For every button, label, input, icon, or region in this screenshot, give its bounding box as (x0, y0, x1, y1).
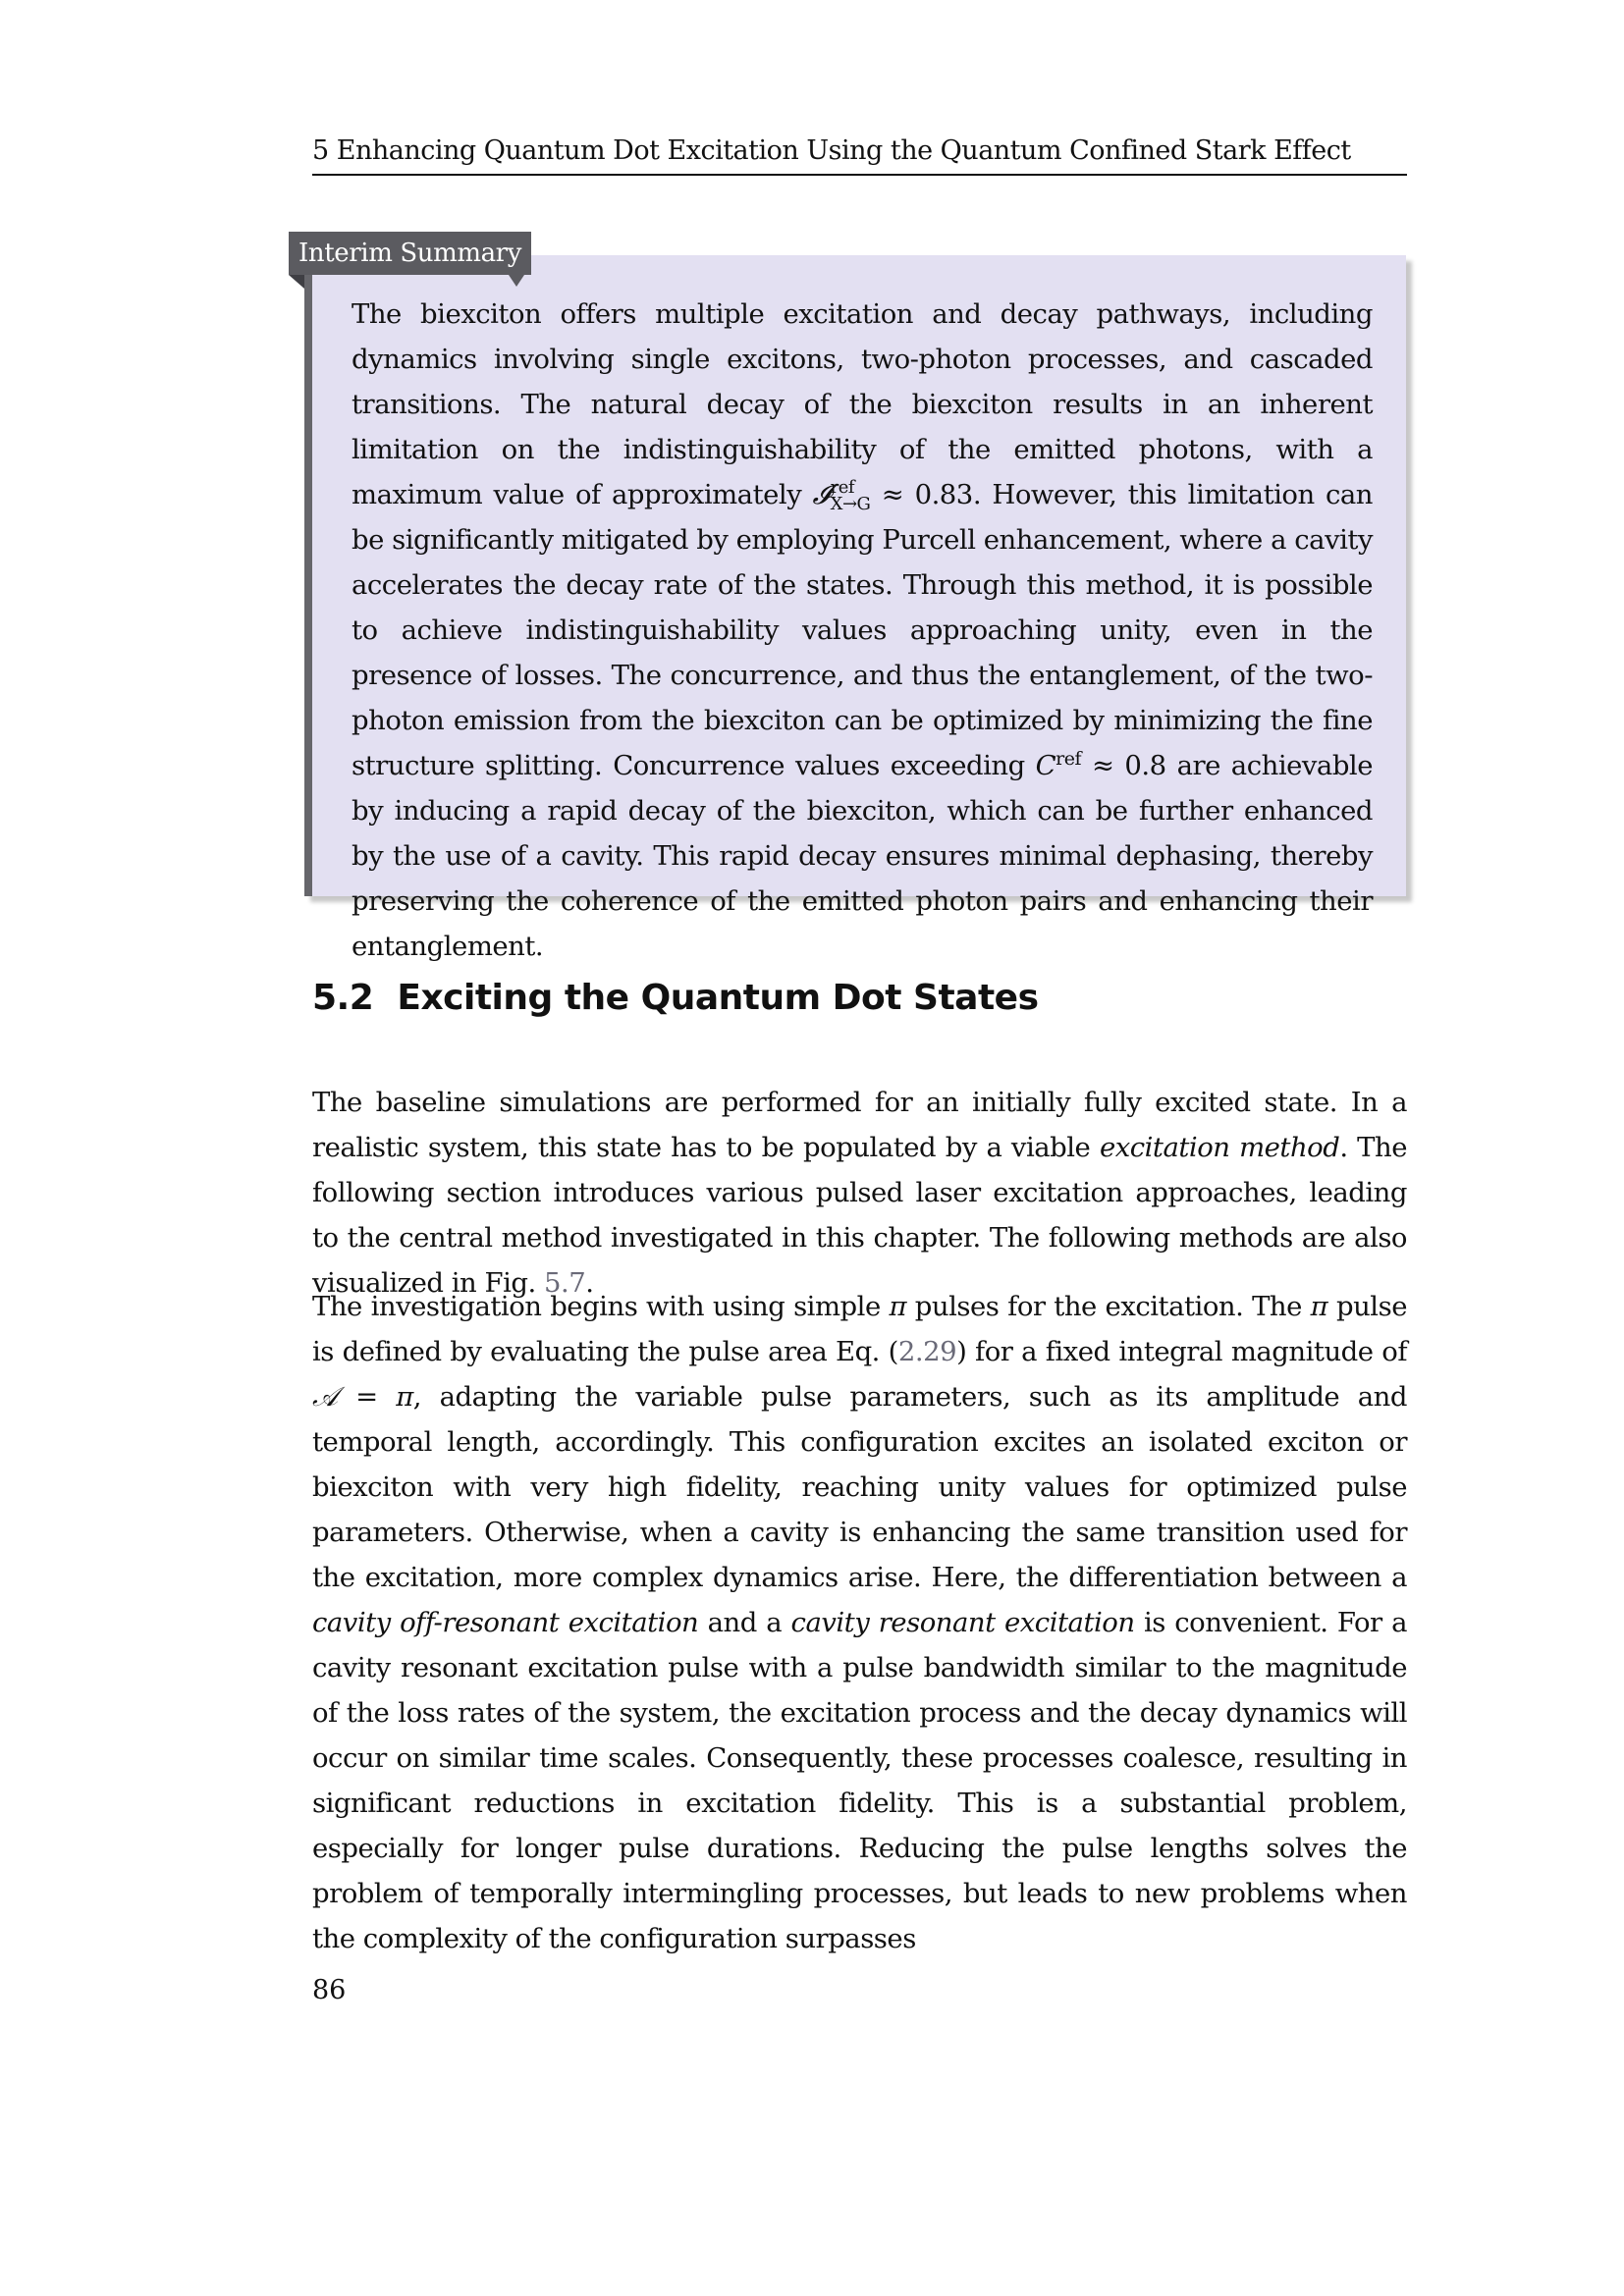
concurrence-symbol: C (1035, 750, 1056, 781)
summary-tab-fold (289, 275, 304, 289)
summary-tab-pointer (509, 275, 524, 287)
emphasis-off-resonant: cavity off-resonant excitation (312, 1607, 699, 1638)
concurrence-value: ≈ 0.8 (1081, 750, 1166, 781)
paragraph-excitation-intro: The baseline simulations are performed for an initially fully excited state. In a realistic system, this state has to be populated by a viable excitation method. The following section introduces various pulsed laser excitation approaches, leading to the central method investigated in this chapter. The following methods are also visualized in Fig. 5.7. (312, 1087, 1408, 1299)
emphasis-resonant: cavity resonant excitation (790, 1607, 1135, 1638)
concurrence-superscript: ref (1056, 747, 1082, 770)
section-number: 5.2 (312, 978, 374, 1018)
interim-summary-label: Interim Summary (289, 232, 531, 275)
figure-reference-link[interactable]: 5.7 (543, 1267, 586, 1299)
indistinguishability-value: ≈ 0.83 (870, 479, 973, 510)
interim-summary-text: The biexciton offers multiple excitation and decay pathways, including dynamics involving single excitons, two-photon processes, and cascaded transitions. The natural decay of the biexciton results in an inherent limitation on the indistinguishability of the emitted photons, with a maximum value of approximately 𝓘 ref X→G ≈ 0.83. However, this limitation can be significantly mitigated by employing Purcell enhancement, where a cavity accelerates the decay rate of the states. Through this method, it is possible to achieve indistinguishability values approaching unity, even in the presence of losses. The concurrence, and thus the entanglement, of the two-photon emission from the biexciton can be optimized by minimizing the fine structure splitting. Concurrence values exceeding $C^{ref} \approx 0.8$ are achievable by inducing a rapid decay of the biexciton, which can be further enhanced by the use of a cavity. This rapid decay ensures minimal dephasing, thereby preserving the coherence of the emitted photon pairs and enhancing their entanglement. (352, 298, 1373, 962)
running-header: 5 Enhancing Quantum Dot Excitation Using the Quantum Confined Stark Effect (312, 132, 1407, 176)
pulse-area-expression: 𝒜 = π (312, 1381, 413, 1413)
paragraph-pi-pulse: The investigation begins with using simple π pulses for the excitation. The π pulse is defined by evaluating the pulse area Eq. (2.29) for a fixed integral magnitude of 𝒜 = π, adapting the variable pulse parameters, such as its amplitude and temporal length, accordingly. This configuration excites an isolated exciton or biexciton with very high fidelity, reaching unity values for optimized pulse parameters. Otherwise, when a cavity is enhancing the same transition used for the excitation, more complex dynamics arise. Here, the differentiation between a cavity off-resonant excitation and a cavity resonant excitation is convenient. For a cavity resonant excitation pulse with a pulse bandwidth similar to the magnitude of the loss rates of the system, the excitation process and the decay dynamics will occur on similar time scales. Consequently, these processes coalesce, resulting in significant reductions in excitation fidelity. This is a substantial problem, especially for longer pulse durations. Reducing the pulse lengths solves the problem of temporally intermingling processes, but leads to new problems when the complexity of the configuration surpasses (312, 1291, 1407, 1954)
equation-reference-link[interactable]: 2.29 (897, 1336, 957, 1367)
section-heading (312, 975, 1039, 1022)
emphasis-excitation-method: excitation method (1099, 1132, 1340, 1163)
indistinguishability-indices: ref X→G (830, 477, 871, 514)
page-number: 86 (312, 1975, 347, 2005)
section-title: Exciting the Quantum Dot States (397, 978, 1039, 1018)
indistinguishability-symbol: 𝓘 (812, 479, 831, 510)
